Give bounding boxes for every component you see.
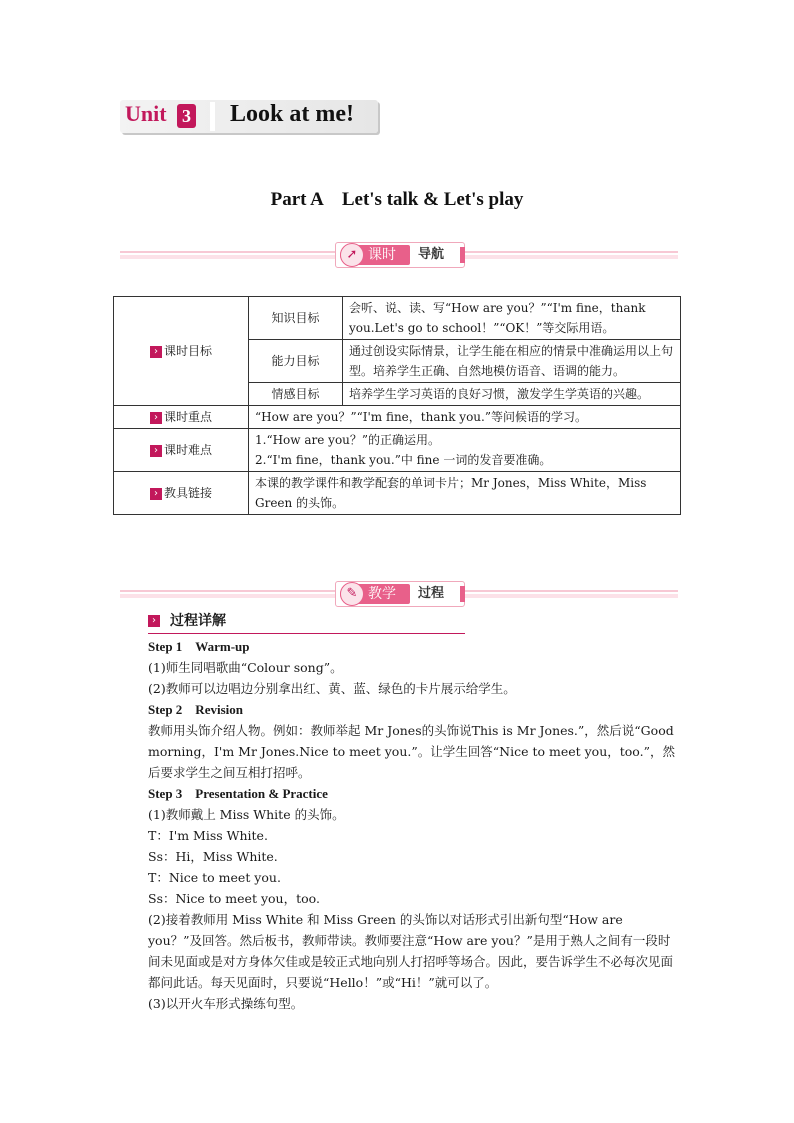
unit-title: Look at me!: [230, 101, 354, 127]
table-row: [114, 429, 681, 472]
dialogue-line: T：I'm Miss White.: [148, 828, 268, 843]
materials-label-cell: [114, 472, 249, 515]
arrow-icon: ➚: [340, 243, 364, 267]
step-title: Step 2 Revision: [148, 702, 243, 717]
process-badge: [335, 581, 465, 607]
chevron-right-icon: ›: [150, 445, 162, 457]
unit-number: 3: [177, 104, 196, 128]
nav-section-bar: [120, 242, 678, 268]
nav-badge: [335, 242, 465, 268]
difficulty-line: 1.“How are you？”的正确运用。: [255, 433, 441, 447]
goal-content: 会听、说、读、写“How are you？”“I'm fine，thank you.Let's go to school！”“OK！”等交际用语。: [343, 297, 681, 340]
materials-content: 本课的教学课件和教学配套的单词卡片；Mr Jones，Miss White，Miss Green 的头饰。: [249, 472, 681, 515]
process-body: [148, 636, 678, 1014]
pencil-icon: ✎: [340, 582, 364, 606]
difficulty-line: 2.“I'm fine，thank you.”中 fine 一词的发音要准确。: [255, 453, 552, 467]
materials-label: 教具链接: [163, 486, 212, 500]
nav-gray-label: 导航: [418, 247, 445, 262]
table-row: [114, 297, 681, 340]
difficulty-label: 课时难点: [163, 443, 212, 457]
step-paragraph: (2)接着教师用 Miss White 和 Miss Green 的头饰以对话形式引出新句型“How are you？”及回答。然后板书，教师带读。教师要注意“How are you？”是用于熟人之间有一段时间未见面或是对方身体欠佳或是较正式地向别人打招呼等场合。因此，要告诉学生不必每次见面都问此话。每天见面时，只要说“Hello！”或“Hi！”就可以了。: [148, 912, 674, 990]
table-row: [114, 406, 681, 429]
goal-sub-label: 情感目标: [249, 383, 343, 406]
lesson-plan-table: [113, 296, 681, 515]
dialogue-line: Ss：Nice to meet you，too.: [148, 891, 320, 906]
chevron-right-icon: ›: [150, 346, 162, 358]
difficulty-content: [249, 429, 681, 472]
goal-content: 通过创设实际情景，让学生能在相应的情景中准确运用以上句型。培养学生正确、自然地模仿语音、语调的能力。: [343, 340, 681, 383]
step-line: (1)教师戴上 Miss White 的头饰。: [148, 807, 345, 822]
chevron-right-icon: ›: [150, 412, 162, 424]
step-line: (2)教师可以边唱边分别拿出红、黄、蓝、绿色的卡片展示给学生。: [148, 681, 516, 696]
goals-label: 课时目标: [163, 344, 212, 358]
step-line: (3)以开火车形式操练句型。: [148, 996, 304, 1011]
process-heading: [148, 611, 465, 634]
goal-content: 培养学生学习英语的良好习惯，激发学生学英语的兴趣。: [343, 383, 681, 406]
process-gray-label: 过程: [418, 586, 445, 601]
nav-pink-label: 课时: [368, 247, 396, 263]
chevron-right-icon: ›: [148, 615, 160, 627]
key-point-label-cell: [114, 406, 249, 429]
goal-sub-label: 知识目标: [249, 297, 343, 340]
table-row: [114, 472, 681, 515]
step-title: Step 1 Warm-up: [148, 639, 250, 654]
step-line: (1)师生同唱歌曲“Colour song”。: [148, 660, 343, 675]
key-point-content: “How are you？”“I'm fine，thank you.”等问候语的学习。: [249, 406, 681, 429]
goals-label-cell: [114, 297, 249, 406]
unit-banner: [120, 100, 378, 133]
dialogue-line: Ss：Hi，Miss White.: [148, 849, 278, 864]
chevron-right-icon: ›: [150, 488, 162, 500]
key-point-label: 课时重点: [163, 410, 212, 424]
unit-separator: [210, 102, 215, 131]
step-title: Step 3 Presentation & Practice: [148, 786, 328, 801]
dialogue-line: T：Nice to meet you.: [148, 870, 281, 885]
process-pink-label: 教学: [368, 586, 396, 602]
goal-sub-label: 能力目标: [249, 340, 343, 383]
difficulty-label-cell: [114, 429, 249, 472]
process-heading-text: 过程详解: [170, 613, 226, 629]
process-section-bar: [120, 581, 678, 607]
step-paragraph: 教师用头饰介绍人物。例如：教师举起 Mr Jones的头饰说This is Mr Jones.”，然后说“Good morning，I'm Mr Jones.Nice to meet you.”。让学生回答“Nice to meet you，too.”，然后要求学生之间互相打招呼。: [148, 723, 675, 780]
part-title: Part A Let's talk & Let's play: [270, 189, 524, 210]
unit-word: Unit: [125, 101, 167, 126]
